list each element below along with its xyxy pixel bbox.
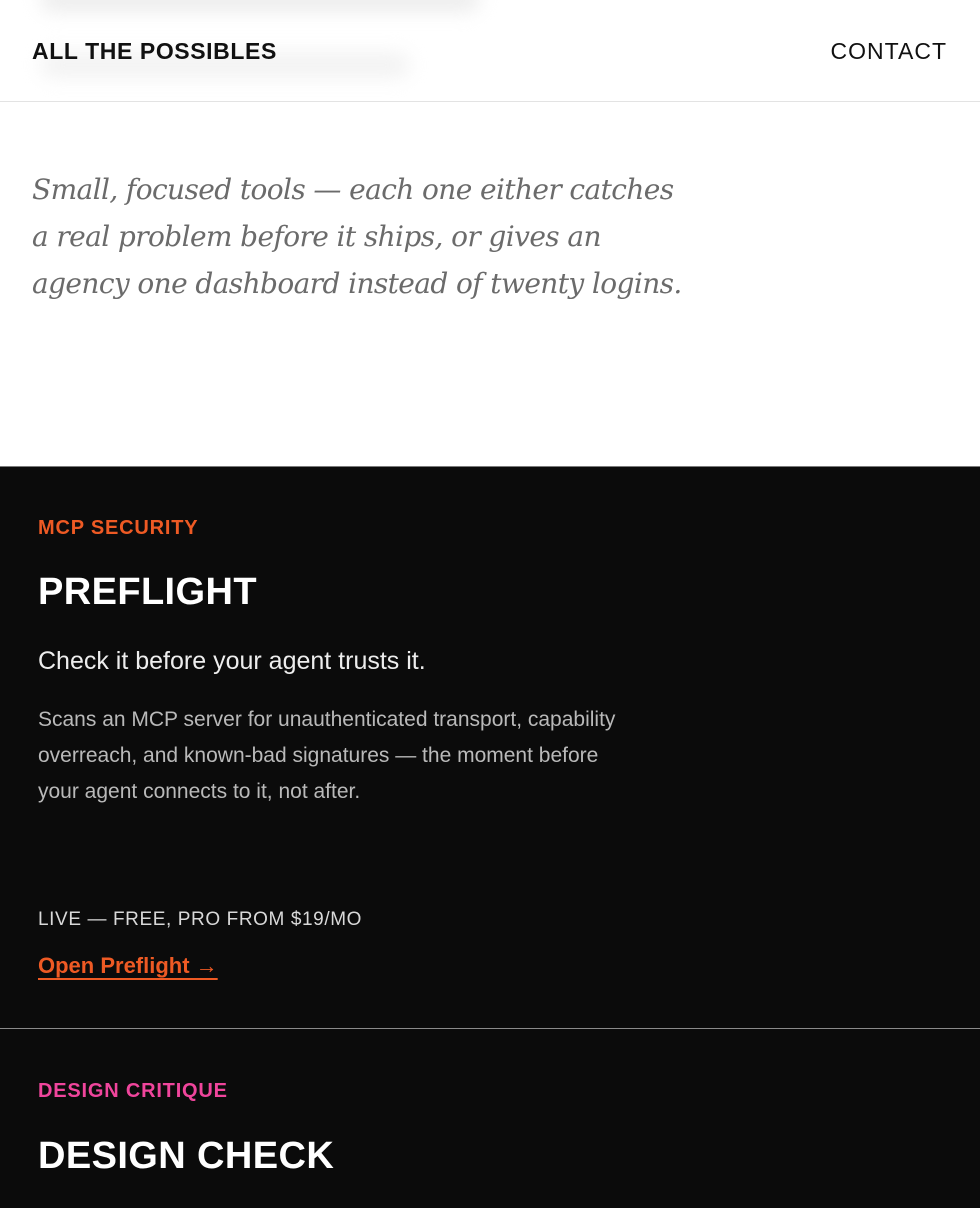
- tool-description: Scans an MCP server for unauthenticated transport, capability overreach, and known-bad signatures — the moment before your agent connects to it, not after.: [38, 708, 616, 803]
- tool-category: MCP SECURITY: [38, 517, 199, 539]
- tool-title: PREFLIGHT: [38, 571, 257, 613]
- intro-section: [0, 102, 980, 466]
- tool-title: DESIGN CHECK: [38, 1135, 335, 1177]
- tool-card-design-check: [0, 1028, 980, 1208]
- scrolled-content-blur: [40, 0, 480, 12]
- tool-card-preflight: [0, 466, 980, 1028]
- tool-category: DESIGN CRITIQUE: [38, 1080, 228, 1102]
- tool-status: LIVE — FREE, PRO FROM $19/MO: [38, 909, 363, 930]
- contact-link[interactable]: CONTACT: [830, 38, 947, 64]
- intro-text: Small, focused tools — each one either catches a real problem before it ships, or gives an agency one dashboard instead of twenty logins.: [32, 173, 682, 300]
- brand-logo-link[interactable]: ALL THE POSSIBLES: [32, 38, 277, 64]
- tool-tagline: Check it before your agent trusts it.: [38, 647, 426, 675]
- open-preflight-link[interactable]: Open Preflight →: [38, 953, 218, 978]
- site-header: [0, 0, 980, 102]
